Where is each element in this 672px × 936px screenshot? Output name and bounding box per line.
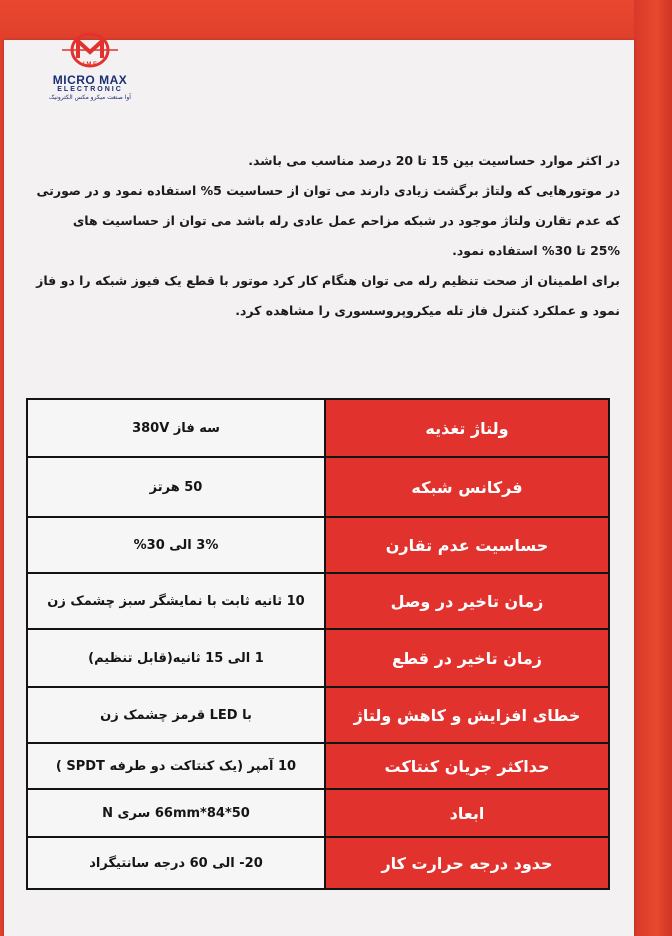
spec-value: 10 ثانیه ثابت با نمایشگر سبز چشمک زن bbox=[27, 573, 325, 629]
spec-label: زمان تاخیر در وصل bbox=[325, 573, 609, 629]
table-row bbox=[27, 687, 609, 743]
spec-label: زمان تاخیر در قطع bbox=[325, 629, 609, 687]
spec-label: حساسیت عدم تقارن bbox=[325, 517, 609, 573]
table-row bbox=[27, 837, 609, 889]
spec-label: ابعاد bbox=[325, 789, 609, 837]
intro-line: 25% تا 30% استفاده نمود. bbox=[452, 243, 620, 258]
spec-label: ولتاژ تغذیه bbox=[325, 399, 609, 457]
spec-value: 1 الی 15 ثانیه(قابل تنظیم) bbox=[27, 629, 325, 687]
table-row bbox=[27, 457, 609, 517]
table-row bbox=[27, 789, 609, 837]
intro-line: در موتورهایی که ولتاژ برگشت زیادی دارند می توان از حساسیت 5% استفاده نمود و در صورتی bbox=[36, 183, 620, 198]
spec-value: 3% الی 30% bbox=[27, 517, 325, 573]
intro-text bbox=[24, 146, 620, 326]
background-right-strip bbox=[634, 0, 672, 936]
spec-label: حداکثر جریان کنتاکت bbox=[325, 743, 609, 789]
specifications-table bbox=[26, 398, 610, 890]
brand-mark-small: I.M.E bbox=[82, 62, 98, 68]
brand-tagline: آوا صنعت میکرو مکس الکترونیک bbox=[49, 94, 131, 101]
spec-value: 50*84*66mm سری N bbox=[27, 789, 325, 837]
intro-line: در اکثر موارد حساسیت بین 15 تا 20 درصد مناسب می باشد. bbox=[248, 153, 620, 168]
brand-sub: ELECTRONIC bbox=[57, 86, 123, 93]
brand-logo bbox=[40, 28, 140, 102]
brand-name: MICRO MAX bbox=[52, 73, 128, 87]
table-row bbox=[27, 573, 609, 629]
intro-line: که عدم تقارن ولتاژ موجود در شبکه مزاحم عمل عادی رله باشد می توان از حساسیت های bbox=[72, 213, 620, 228]
intro-line: نمود و عملکرد کنترل فاز تله میکروپروسسوری را مشاهده کرد. bbox=[235, 303, 620, 318]
table-row bbox=[27, 743, 609, 789]
spec-value: 50 هرتز bbox=[27, 457, 325, 517]
spec-value: 20- الی 60 درجه سانتیگراد bbox=[27, 837, 325, 889]
micro-max-logo-icon bbox=[62, 28, 118, 72]
table-row bbox=[27, 629, 609, 687]
table-row bbox=[27, 399, 609, 457]
table-row bbox=[27, 517, 609, 573]
spec-label: خطای افزایش و کاهش ولتاژ bbox=[325, 687, 609, 743]
intro-line: برای اطمینان از صحت تنظیم رله می توان هنگام کار کرد موتور با قطع یک فیوز شبکه را دو فاز bbox=[36, 273, 620, 288]
spec-value: با LED قرمز چشمک زن bbox=[27, 687, 325, 743]
spec-value: 10 آمپر (یک کنتاکت دو طرفه SPDT ) bbox=[27, 743, 325, 789]
spec-value: سه فاز 380V bbox=[27, 399, 325, 457]
spec-label: حدود درجه حرارت کار bbox=[325, 837, 609, 889]
spec-label: فرکانس شبکه bbox=[325, 457, 609, 517]
